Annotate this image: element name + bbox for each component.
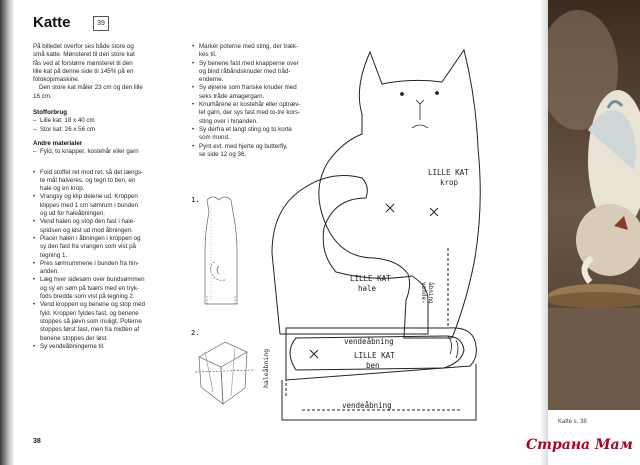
- instruction-step: • Vend halen og stop den fast i hale- spidsen og løst ud mod åbningen.: [33, 218, 183, 235]
- figure-1-drawing: [205, 197, 237, 304]
- page-number: 38: [33, 438, 41, 445]
- instruction-step: • Knurhårene er kostehår eller optræv- let garn, der sys fast med to-tre kors- sting over i hinanden.: [192, 101, 332, 126]
- instruction-step: • Sy derfra et langt sting og to korte som mund.: [192, 126, 332, 143]
- photo-caption: Katte s. 38: [558, 419, 587, 425]
- leg-label-2: ben: [366, 361, 380, 370]
- leg-label-1: LILLE KAT: [354, 351, 395, 360]
- cat-pattern: [262, 38, 532, 428]
- materials-list: [33, 148, 183, 156]
- steps-list-left: [33, 169, 183, 352]
- instruction-step: • Sy vendeåbningerne til.: [33, 343, 183, 351]
- materials-heading: Andre materialer: [33, 139, 83, 147]
- site-watermark: Страна Мам: [526, 437, 633, 453]
- fabric-item: – Stor kat: 26 x 56 cm: [33, 126, 183, 134]
- instruction-step: • Fold stoffet ret mod ret, så det længs- te mål halveres, og tegn to ben, en hale og en krop.: [33, 169, 183, 194]
- page-title: Katte: [33, 14, 71, 31]
- pattern-body-outline: [319, 50, 480, 338]
- cat-face: [401, 92, 439, 128]
- opening-vertical-2: åbning: [427, 282, 434, 304]
- leg-opening-label: vendeåbning: [344, 337, 394, 346]
- instruction-diagrams: [185, 192, 265, 422]
- figure-2-drawing: [195, 342, 255, 404]
- leg-button-mark: [310, 350, 318, 358]
- title-number-box: 39: [93, 16, 109, 31]
- tail-label-1: LILLE KAT: [350, 274, 391, 283]
- instruction-step: • Pres sømrummene i bunden fra hin- anden.: [33, 260, 183, 277]
- text-column-left: [33, 43, 183, 351]
- fabric-heading: Stofforbrug: [33, 109, 68, 117]
- pattern-tail-outline: [272, 176, 428, 334]
- pattern-bottom-outline: [282, 364, 476, 420]
- body-label-1: LILLE KAT: [428, 168, 469, 177]
- instruction-step: • Vrangsy og klip delene ud. Kroppen klippes med 1 cm sømrum i bunden og ud for haleåbningen.: [33, 193, 183, 218]
- paw-marks: [448, 336, 458, 358]
- tail-opening-label: haleåbning: [262, 348, 270, 388]
- figure-1-label: 1.: [191, 196, 200, 204]
- instruction-step: • Læg hver sidesøm over bundsømmen og sy en søm på tværs med en tryk- fods bredde som vist på tegning 2.: [33, 276, 183, 301]
- instruction-step: • Markér poterne med sting, der træk- kes til.: [192, 43, 332, 60]
- instruction-step: • Placer halen i åbningen i kroppen og sy den fast fra vrangen som vist på tegning 1.: [33, 235, 183, 260]
- scan-edge: [0, 0, 14, 465]
- bottom-opening-label: vendeåbning: [342, 401, 392, 410]
- opening-vertical-1: vende-: [420, 282, 427, 304]
- body-label-2: krop: [440, 178, 459, 187]
- figure-2-label: 2.: [191, 329, 200, 337]
- tail-label-2: hale: [358, 284, 377, 293]
- button-marks: [386, 204, 438, 216]
- instruction-step: • Sy benene fast med knapperne over og bind råbåndsknuder med tråd- enderne.: [192, 60, 332, 85]
- cat-photo: [548, 0, 640, 465]
- instruction-step: • Sy øjnene som franske knuder med seks tråde amagergarn.: [192, 84, 332, 101]
- materials-item: – Fyld, to knapper, kostehår eller garn: [33, 148, 183, 156]
- instruction-step: • Vend kroppen og benene og stop med fyld. Kroppen fyldes fast, og benene stoppes så jævn som muligt. Poterne stoppes først fast, men fra midten af benene stoppes der løst.: [33, 301, 183, 342]
- fabric-item: – Lille kat: 18 x 40 cm: [33, 117, 183, 125]
- instruction-step: • Pynt evt. med hjerte og butterfly, se side 12 og 36.: [192, 143, 332, 160]
- intro-paragraph: På billedet overfor ses både store og små katte. Mønsteret til den store kat fås ved at forstørre mønsteret til den lille kat på denne side til 145% på en fotokopimaskine. Den store kat måler 23 cm og den lille 16 cm.: [33, 43, 143, 100]
- book-gutter: [540, 0, 548, 465]
